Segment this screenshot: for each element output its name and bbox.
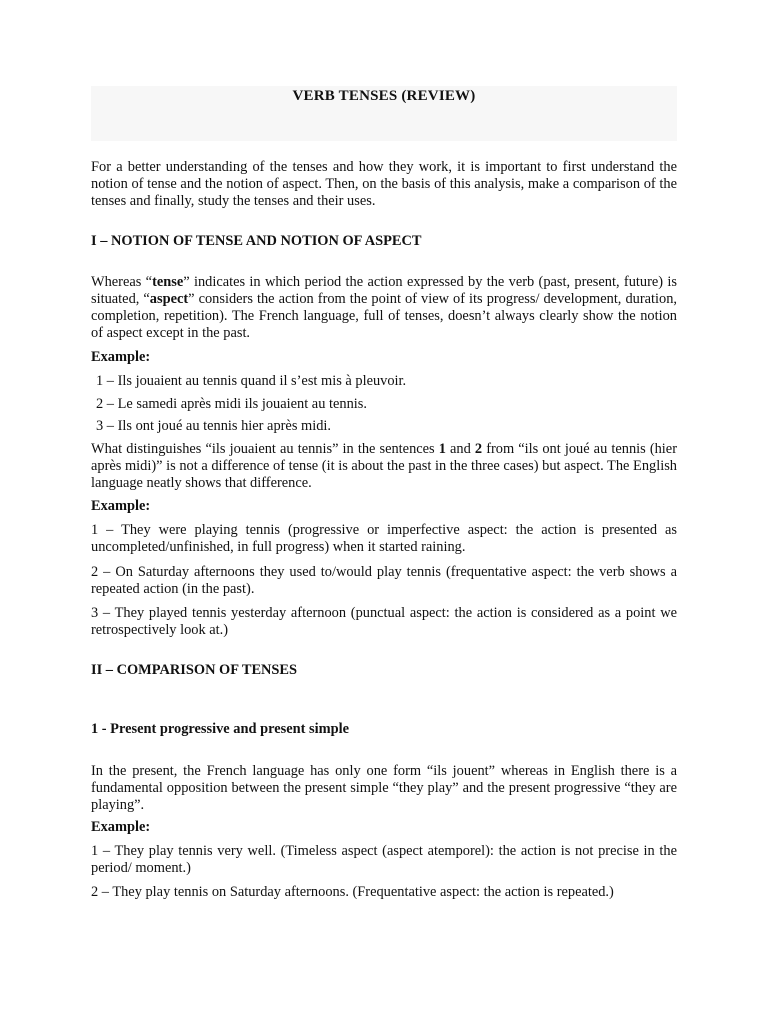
term-tense: tense xyxy=(152,274,184,290)
text-run: ” indicates in which period the action expressed by the verb (past, present, future) is situated, “ xyxy=(91,274,677,307)
section-2-heading: II – COMPARISON OF TENSES xyxy=(91,662,298,678)
text-run: Whereas “ xyxy=(91,274,153,290)
term-aspect: aspect xyxy=(149,291,189,307)
french-example-2: 2 – Le samedi après midi ils jouaient au tennis. xyxy=(96,396,367,412)
example-label-2: Example: xyxy=(91,498,151,514)
section-2-subheading: 1 - Present progressive and present simple xyxy=(91,721,349,737)
english-example-1: 1 – They were playing tennis (progressive or imperfective aspect: the action is presented as uncompleted/unfinished, in full progress) when it started raining. xyxy=(91,522,677,555)
french-example-1: 1 – Ils jouaient au tennis quand il s’est mis à pleuvoir. xyxy=(96,373,407,389)
text-run: What distinguishes “ils jouaient au tennis” in the sentences xyxy=(91,441,439,457)
english-example-2: 2 – On Saturday afternoons they used to/would play tennis (frequentative aspect: the verb shows a repeated action (in the past). xyxy=(91,564,677,597)
distinction-paragraph xyxy=(91,441,677,492)
text-run: and xyxy=(445,441,475,457)
section-1-heading: I – NOTION OF TENSE AND NOTION OF ASPECT xyxy=(91,233,422,249)
sentence-number: 2 xyxy=(474,441,483,457)
english-example-3: 3 – They played tennis yesterday afternoon (punctual aspect: the action is considered as a point we retrospectively look at.) xyxy=(91,605,677,638)
sentence-number: 1 xyxy=(438,441,446,457)
page-title: VERB TENSES (REVIEW) xyxy=(292,88,476,104)
section-1-paragraph xyxy=(91,274,677,342)
intro-paragraph: For a better understanding of the tenses and how they work, it is important to first understand the notion of tense and the notion of aspect. Then, on the basis of this analysis, make a comparison of the tenses and finally, study the tenses and their uses. xyxy=(91,159,677,209)
section-2-paragraph: In the present, the French language has only one form “ils jouent” whereas in English there is a fundamental opposition between the present simple “they play” and the present progressive “they are playing”. xyxy=(91,763,677,813)
text-run: from “ils ont joué au tennis (hier après midi)” is not a difference of tense (it is about the past in the three cases) but aspect. The English language neatly shows that difference. xyxy=(91,441,677,491)
french-example-3: 3 – Ils ont joué au tennis hier après midi. xyxy=(96,418,332,434)
example-label-3: Example: xyxy=(91,819,151,835)
text-run: ” considers the action from the point of view of its progress/ development, duration, completion, repetition). The French language, full of tenses, doesn’t always clearly show the notion of aspect except in the past. xyxy=(91,291,677,341)
example-label-1: Example: xyxy=(91,349,151,365)
present-example-2: 2 – They play tennis on Saturday afternoons. (Frequentative aspect: the action is repeated.) xyxy=(91,884,614,900)
present-example-1: 1 – They play tennis very well. (Timeless aspect (aspect atemporel): the action is not precise in the period/ moment.) xyxy=(91,843,677,876)
